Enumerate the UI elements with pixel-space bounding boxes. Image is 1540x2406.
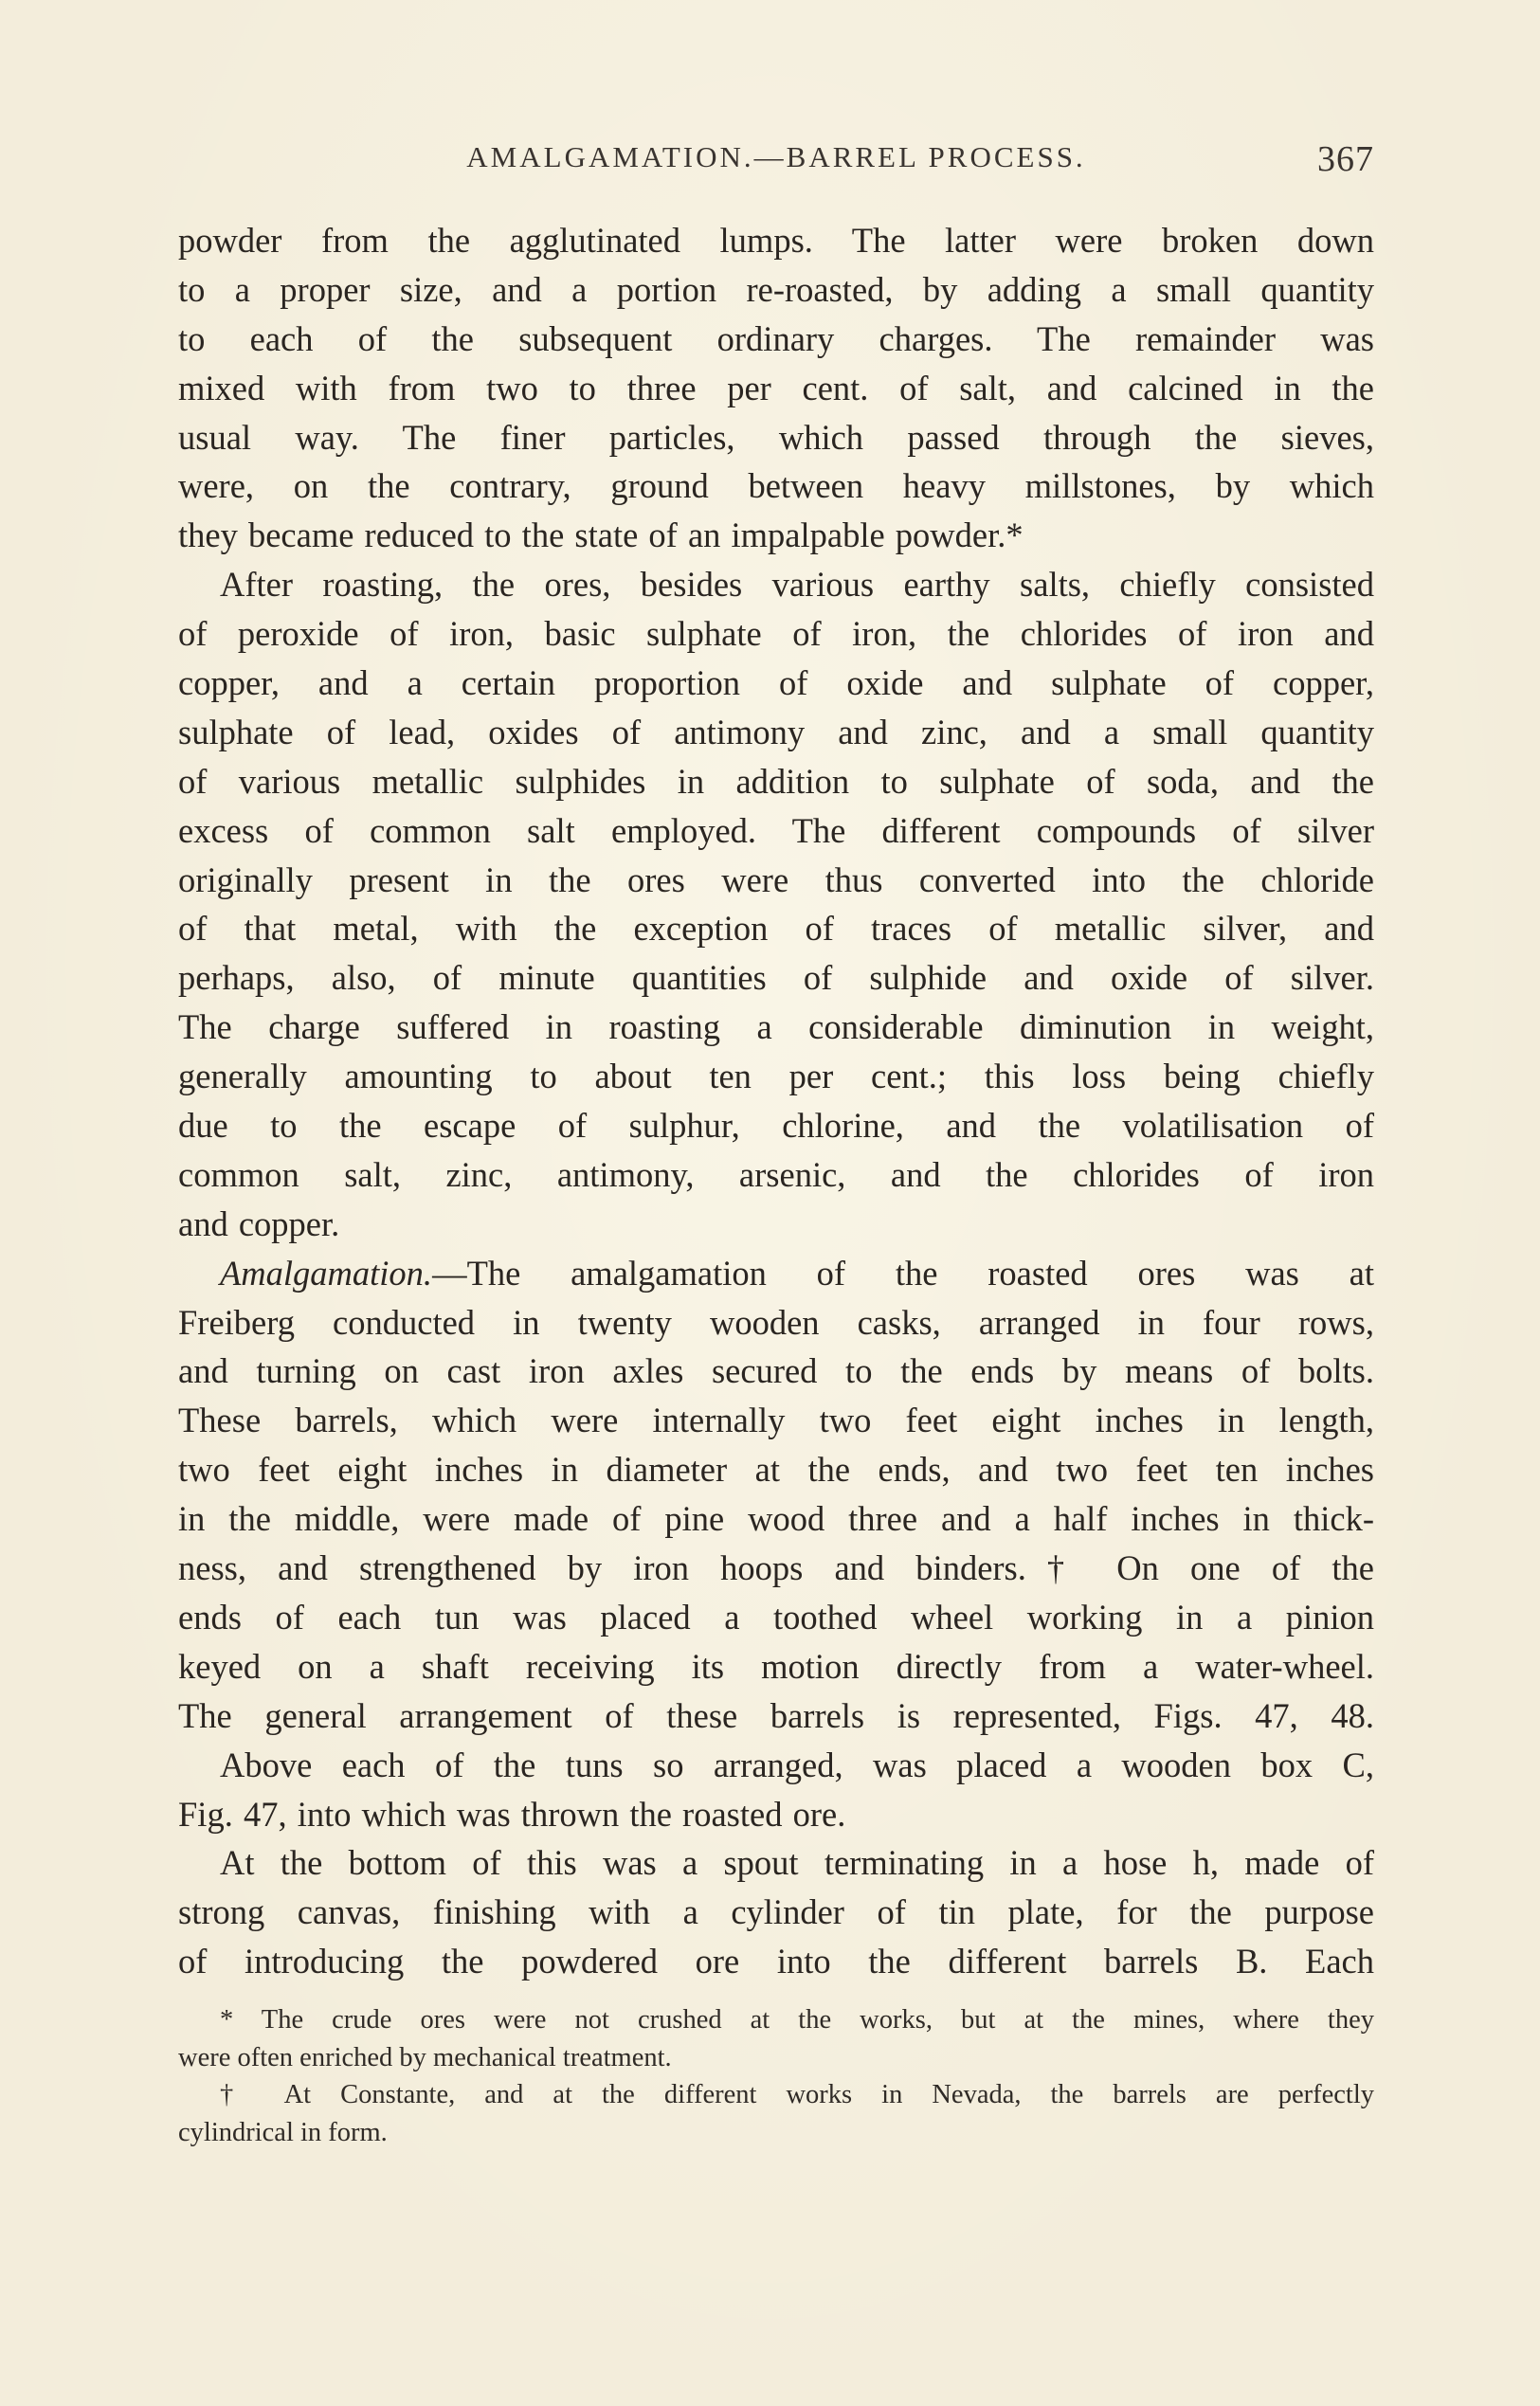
text-line: perhaps, also, of minute quantities of sulphide and oxide of silver. [178,958,1374,998]
paragraph-start-line: At the bottom of this was a spout terminating in a hose h, made of [220,1843,1374,1883]
text-line: Freiberg conducted in twenty wooden casks, arranged in four rows, [178,1302,1374,1342]
text-line: were, on the contrary, ground between heavy millstones, by which [178,466,1374,506]
footnote-line: * The crude ores were not crushed at the works, but at the mines, where they [220,2005,1374,2035]
text-line: The general arrangement of these barrels is represented, Figs. 47, 48. [178,1695,1374,1735]
text-line: and copper. [178,1203,340,1243]
text-line: ness, and strengthened by iron hoops and binders.† On one of the [178,1548,1374,1588]
footnote-line: were often enriched by mechanical treatment. [178,2042,672,2072]
footnote-line: † At Constante, and at the different works in Nevada, the barrels are perfectly [220,2080,1374,2109]
running-title: AMALGAMATION.—BARREL PROCESS. [466,140,1086,173]
text-line: common salt, zinc, antimony, arsenic, and the chlorides of iron [178,1154,1374,1194]
text-line: keyed on a shaft receiving its motion directly from a water-wheel. [178,1646,1374,1686]
text-line: ends of each tun was placed a toothed wheel working in a pinion [178,1597,1374,1637]
text-line: sulphate of lead, oxides of antimony and zinc, and a small quantity [178,712,1374,751]
text-line: to each of the subsequent ordinary charges. The remainder was [178,318,1374,358]
text-line: of introducing the powdered ore into the different barrels B. Each [178,1942,1374,1981]
section-heading: Amalgamation. [220,1253,433,1293]
text-line: mixed with from two to three per cent. of salt, and calcined in the [178,368,1374,407]
text-line: of peroxide of iron, basic sulphate of iron, the chlorides of iron and [178,614,1374,654]
footnote-line: cylindrical in form. [178,2117,388,2147]
text-line: powder from the agglutinated lumps. The latter were broken down [178,221,1374,260]
text-line: they became reduced to the state of an impalpable powder.* [178,516,1024,555]
paragraph-start-line: Above each of the tuns so arranged, was placed a wooden box C, [220,1745,1374,1784]
text-line: These barrels, which were internally two feet eight inches in length, [178,1401,1374,1440]
page-number: 367 [1317,139,1374,179]
body-text [178,216,1374,1986]
text-line: of that metal, with the exception of traces of metallic silver, and [178,909,1374,949]
paragraph-start-line: After roasting, the ores, besides various earthy salts, chiefly consisted [220,565,1374,605]
text-line: The charge suffered in roasting a considerable diminution in weight, [178,1007,1374,1047]
text-line: in the middle, were made of pine wood three and a half inches in thick- [178,1499,1374,1539]
text-line: copper, and a certain proportion of oxide and sulphate of copper, [178,663,1374,703]
section-heading-line [178,1249,1374,1298]
footnotes [178,2001,1374,2151]
text-line: excess of common salt employed. The different compounds of silver [178,810,1374,850]
text-line: Fig. 47, into which was thrown the roasted ore. [178,1794,846,1834]
text-line: of various metallic sulphides in addition to sulphate of soda, and the [178,761,1374,801]
text-line: and turning on cast iron axles secured to the ends by means of bolts. [178,1351,1374,1391]
running-head [178,140,1374,188]
section-heading-continuation: —The amalgamation of the roasted ores was at [432,1253,1374,1293]
text-line: strong canvas, finishing with a cylinder of tin plate, for the purpose [178,1892,1374,1932]
text-line: to a proper size, and a portion re-roasted, by adding a small quantity [178,269,1374,309]
text-line: generally amounting to about ten per cent.; this loss being chiefly [178,1057,1374,1096]
text-line: usual way. The finer particles, which passed through the sieves, [178,417,1374,457]
text-line: originally present in the ores were thus converted into the chloride [178,859,1374,899]
text-line: due to the escape of sulphur, chlorine, and the volatilisation of [178,1106,1374,1146]
text-line: two feet eight inches in diameter at the ends, and two feet ten inches [178,1450,1374,1490]
